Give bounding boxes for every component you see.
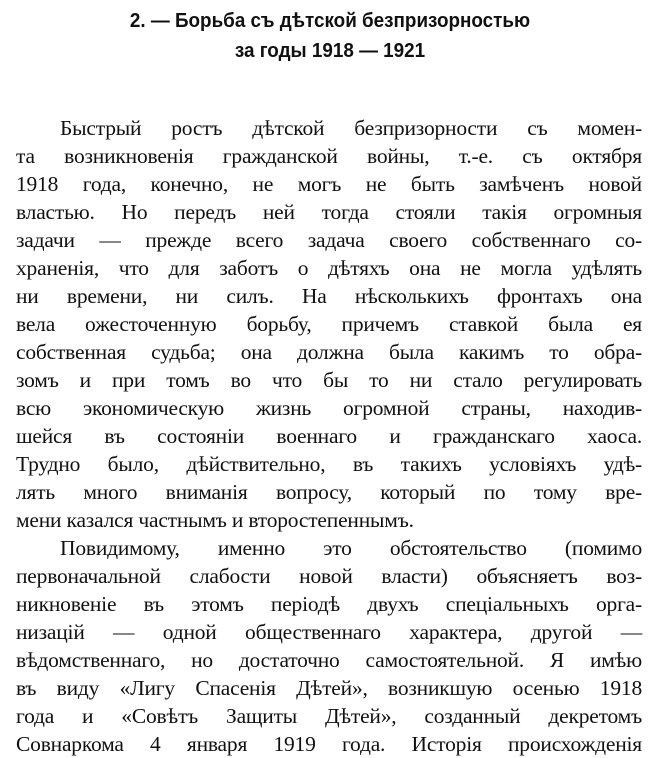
text-line: низацій — одной общественнаго характера, другой — bbox=[16, 620, 642, 644]
text-line: та возникновенія гражданской войны, т.-е. съ октября bbox=[16, 144, 642, 168]
text-line: Совнаркома 4 января 1919 года. Исторія происхожденія bbox=[16, 732, 642, 756]
section-title-line-2: за годы 1918 — 1921 bbox=[234, 39, 426, 62]
text-line: вѣдомственнаго, но достаточно самостоятельной. Я имѣю bbox=[16, 648, 642, 672]
text-line: задачи — прежде всего задача своего собственнаго со- bbox=[16, 228, 642, 252]
text-line: лять много вниманія вопросу, который по тому вре- bbox=[16, 480, 642, 504]
text-line: властью. Но передъ ней тогда стояли такія огромныя bbox=[16, 200, 642, 224]
text-line: никновеніе въ этомъ періодѣ двухъ спеціальныхъ орга- bbox=[16, 592, 642, 616]
text-line: храненія, что для заботъ о дѣтяхъ она не могла удѣлять bbox=[16, 256, 642, 280]
text-line: Трудно было, дѣйствительно, въ такихъ условіяхъ удѣ- bbox=[16, 452, 642, 476]
text-line: Быстрый ростъ дѣтской безпризорности съ момен- bbox=[60, 116, 642, 140]
text-line: шейся въ состояніи военнаго и гражданскаго хаоса. bbox=[16, 424, 642, 448]
text-line: мени казался частнымъ и второстепеннымъ. bbox=[16, 508, 414, 532]
text-line: первоначальной слабости новой власти) объясняетъ воз- bbox=[16, 564, 642, 588]
text-line: ни времени, ни силъ. На нѣсколькихъ фронтахъ она bbox=[16, 284, 642, 308]
text-line: зомъ и при томъ во что бы то ни стало регулировать bbox=[16, 368, 642, 392]
text-line: въ виду «Лигу Спасенія Дѣтей», возникшую осенью 1918 bbox=[16, 676, 642, 700]
text-line: собственная судьба; она должна была какимъ то обра- bbox=[16, 340, 642, 364]
section-title-line-1: 2. — Борьба съ дѣтской безпризорностью bbox=[129, 9, 531, 32]
text-line: года и «Совѣтъ Защиты Дѣтей», созданный декретомъ bbox=[16, 704, 642, 728]
text-line: Повидимому, именно это обстоятельство (помимо bbox=[60, 536, 642, 560]
text-line: всю экономическую жизнь огромной страны, находив- bbox=[16, 396, 642, 420]
text-line: 1918 года, конечно, не могъ не быть замѣченъ новой bbox=[16, 172, 642, 196]
text-line: вела ожесточенную борьбу, причемъ ставкой была ея bbox=[16, 312, 642, 336]
